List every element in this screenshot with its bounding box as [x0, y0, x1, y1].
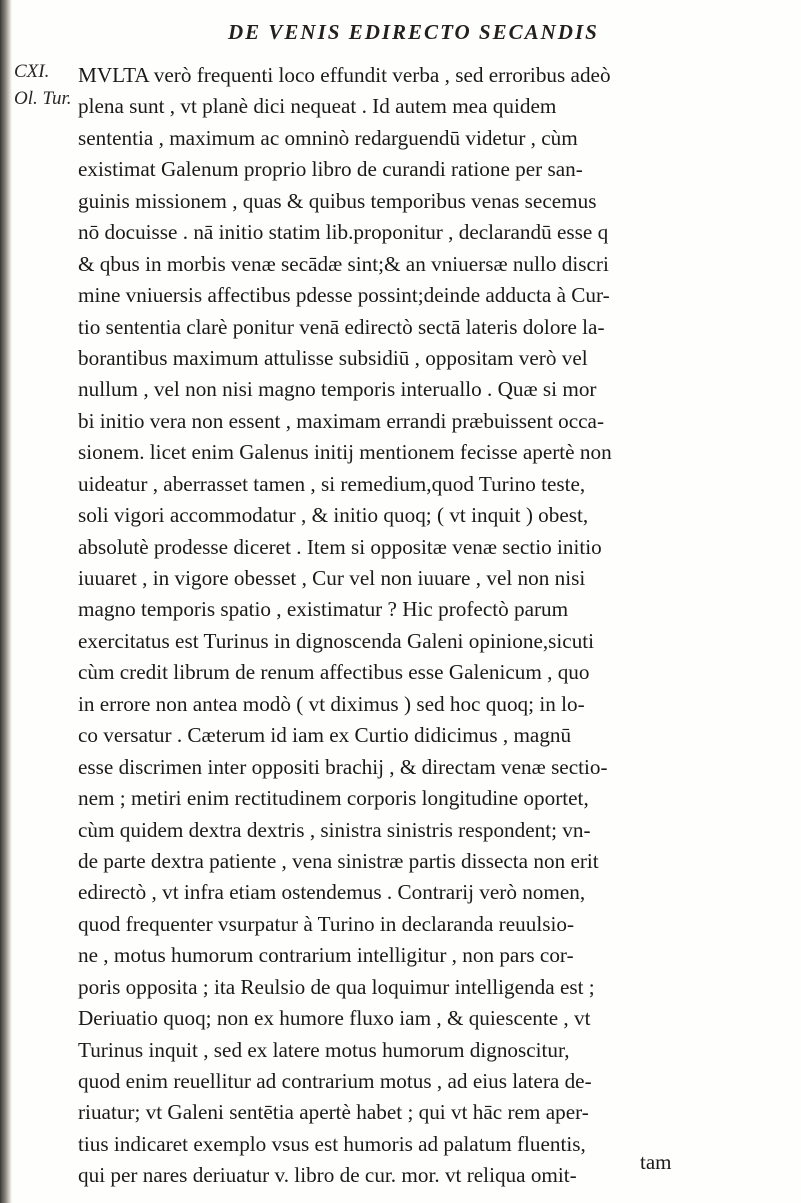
text-line: & qbus in morbis venæ secādæ sint;& an vniuersæ nullo discri [78, 251, 609, 276]
text-line: nullum , vel non nisi magno temporis interuallo . Quæ si mor [78, 377, 597, 402]
text-line: magno temporis spatio , existimatur ? Hic profectò parum [78, 597, 569, 622]
text-line: cùm quidem dextra dextris , sinistra sinistris respondent; vn- [78, 817, 591, 842]
text-line: nem ; metiri enim rectitudinem corporis longitudine oportet, [78, 786, 589, 811]
text-line: plena sunt , vt planè dici nequeat . Id autem mea quidem [78, 94, 557, 119]
text-line: Deriuatio quoq; non ex humore fluxo iam , & quiescente , vt [78, 1006, 591, 1031]
marginal-notes [14, 58, 74, 112]
text-line: soli vigori accommodatur , & initio quoq; ( vt inquit ) obest, [78, 503, 589, 528]
text-line: existimat Galenum proprio libro de curandi ratione per san- [78, 157, 583, 182]
text-line: edirectò , vt infra etiam ostendemus . Contrarij verò nomen, [78, 880, 586, 905]
text-line: quod frequenter vsurpatur à Turino in declaranda reuulsio- [78, 911, 575, 936]
text-line: riuatur; vt Galeni sentētia apertè habet ; qui vt hāc rem aper- [78, 1100, 589, 1125]
text-line: sententia , maximum ac omninò redarguendū videtur , cùm [78, 125, 578, 150]
text-line: MVLTA verò frequenti loco effundit verba , sed erroribus adeò [78, 63, 611, 87]
text-line: uideatur , aberrasset tamen , si remedium,quod Turino teste, [78, 471, 586, 496]
marginal-note: CXI. [14, 61, 50, 82]
text-line: bi initio vera non essent , maximam errandi præbuissent occa- [78, 408, 605, 433]
text-line: sionem. licet enim Galenus initij mentionem fecisse apertè non [78, 440, 612, 465]
marginal-note: Ol. Tur. [14, 88, 72, 109]
text-line: cùm credit librum de renum affectibus esse Galenicum , quo [78, 660, 590, 685]
body-text [78, 60, 783, 1192]
text-line: tius indicaret exemplo vsus est humoris ad palatum fluentis, [78, 1131, 586, 1156]
text-line: poris opposita ; ita Reulsio de qua loquimur intelligenda est ; [78, 974, 595, 999]
catchword: tam [640, 1150, 672, 1174]
text-line: qui per nares deriuatur v. libro de cur. mor. vt reliqua omit- [78, 1163, 577, 1188]
text-line: ne , motus humorum contrarium intelligitur , non pars cor- [78, 943, 574, 968]
text-line: guinis missionem , quas & quibus temporibus venas secemus [78, 188, 597, 213]
text-line: exercitatus est Turinus in dignoscenda Galeni opinione,sicuti [78, 628, 595, 653]
page-binding-edge [0, 0, 12, 1203]
text-line: in errore non antea modò ( vt diximus ) sed hoc quoq; in lo- [78, 691, 585, 716]
text-line: borantibus maximum attulisse subsidiū , oppositam verò vel [78, 345, 588, 370]
text-line: esse discrimen inter oppositi brachij , & directam venæ sectio- [78, 754, 608, 779]
text-line: Turinus inquit , sed ex latere motus humorum dignoscitur, [78, 1037, 570, 1062]
text-line: absolutè prodesse diceret . Item si oppositæ venæ sectio initio [78, 534, 602, 559]
text-line: de parte dextra patiente , vena sinistræ partis dissecta non erit [78, 848, 599, 873]
running-head: DE VENIS EDIRECTO SECANDIS [228, 20, 599, 44]
text-line: tio sententia clarè ponitur venā edirectò sectā lateris dolore la- [78, 314, 605, 339]
text-line: nō docuisse . nā initio statim lib.proponitur , declarandū esse q [78, 220, 609, 245]
text-line: co versatur . Cæterum id iam ex Curtio didicimus , magnū [78, 723, 572, 748]
text-line: iuuaret , in vigore obesset , Cur vel non iuuare , vel non nisi [78, 566, 586, 590]
text-line: mine vniuersis affectibus pdesse possint;deinde adducta à Cur- [78, 283, 610, 308]
text-line: quod enim reuellitur ad contrarium motus , ad eius latera de- [78, 1069, 592, 1093]
